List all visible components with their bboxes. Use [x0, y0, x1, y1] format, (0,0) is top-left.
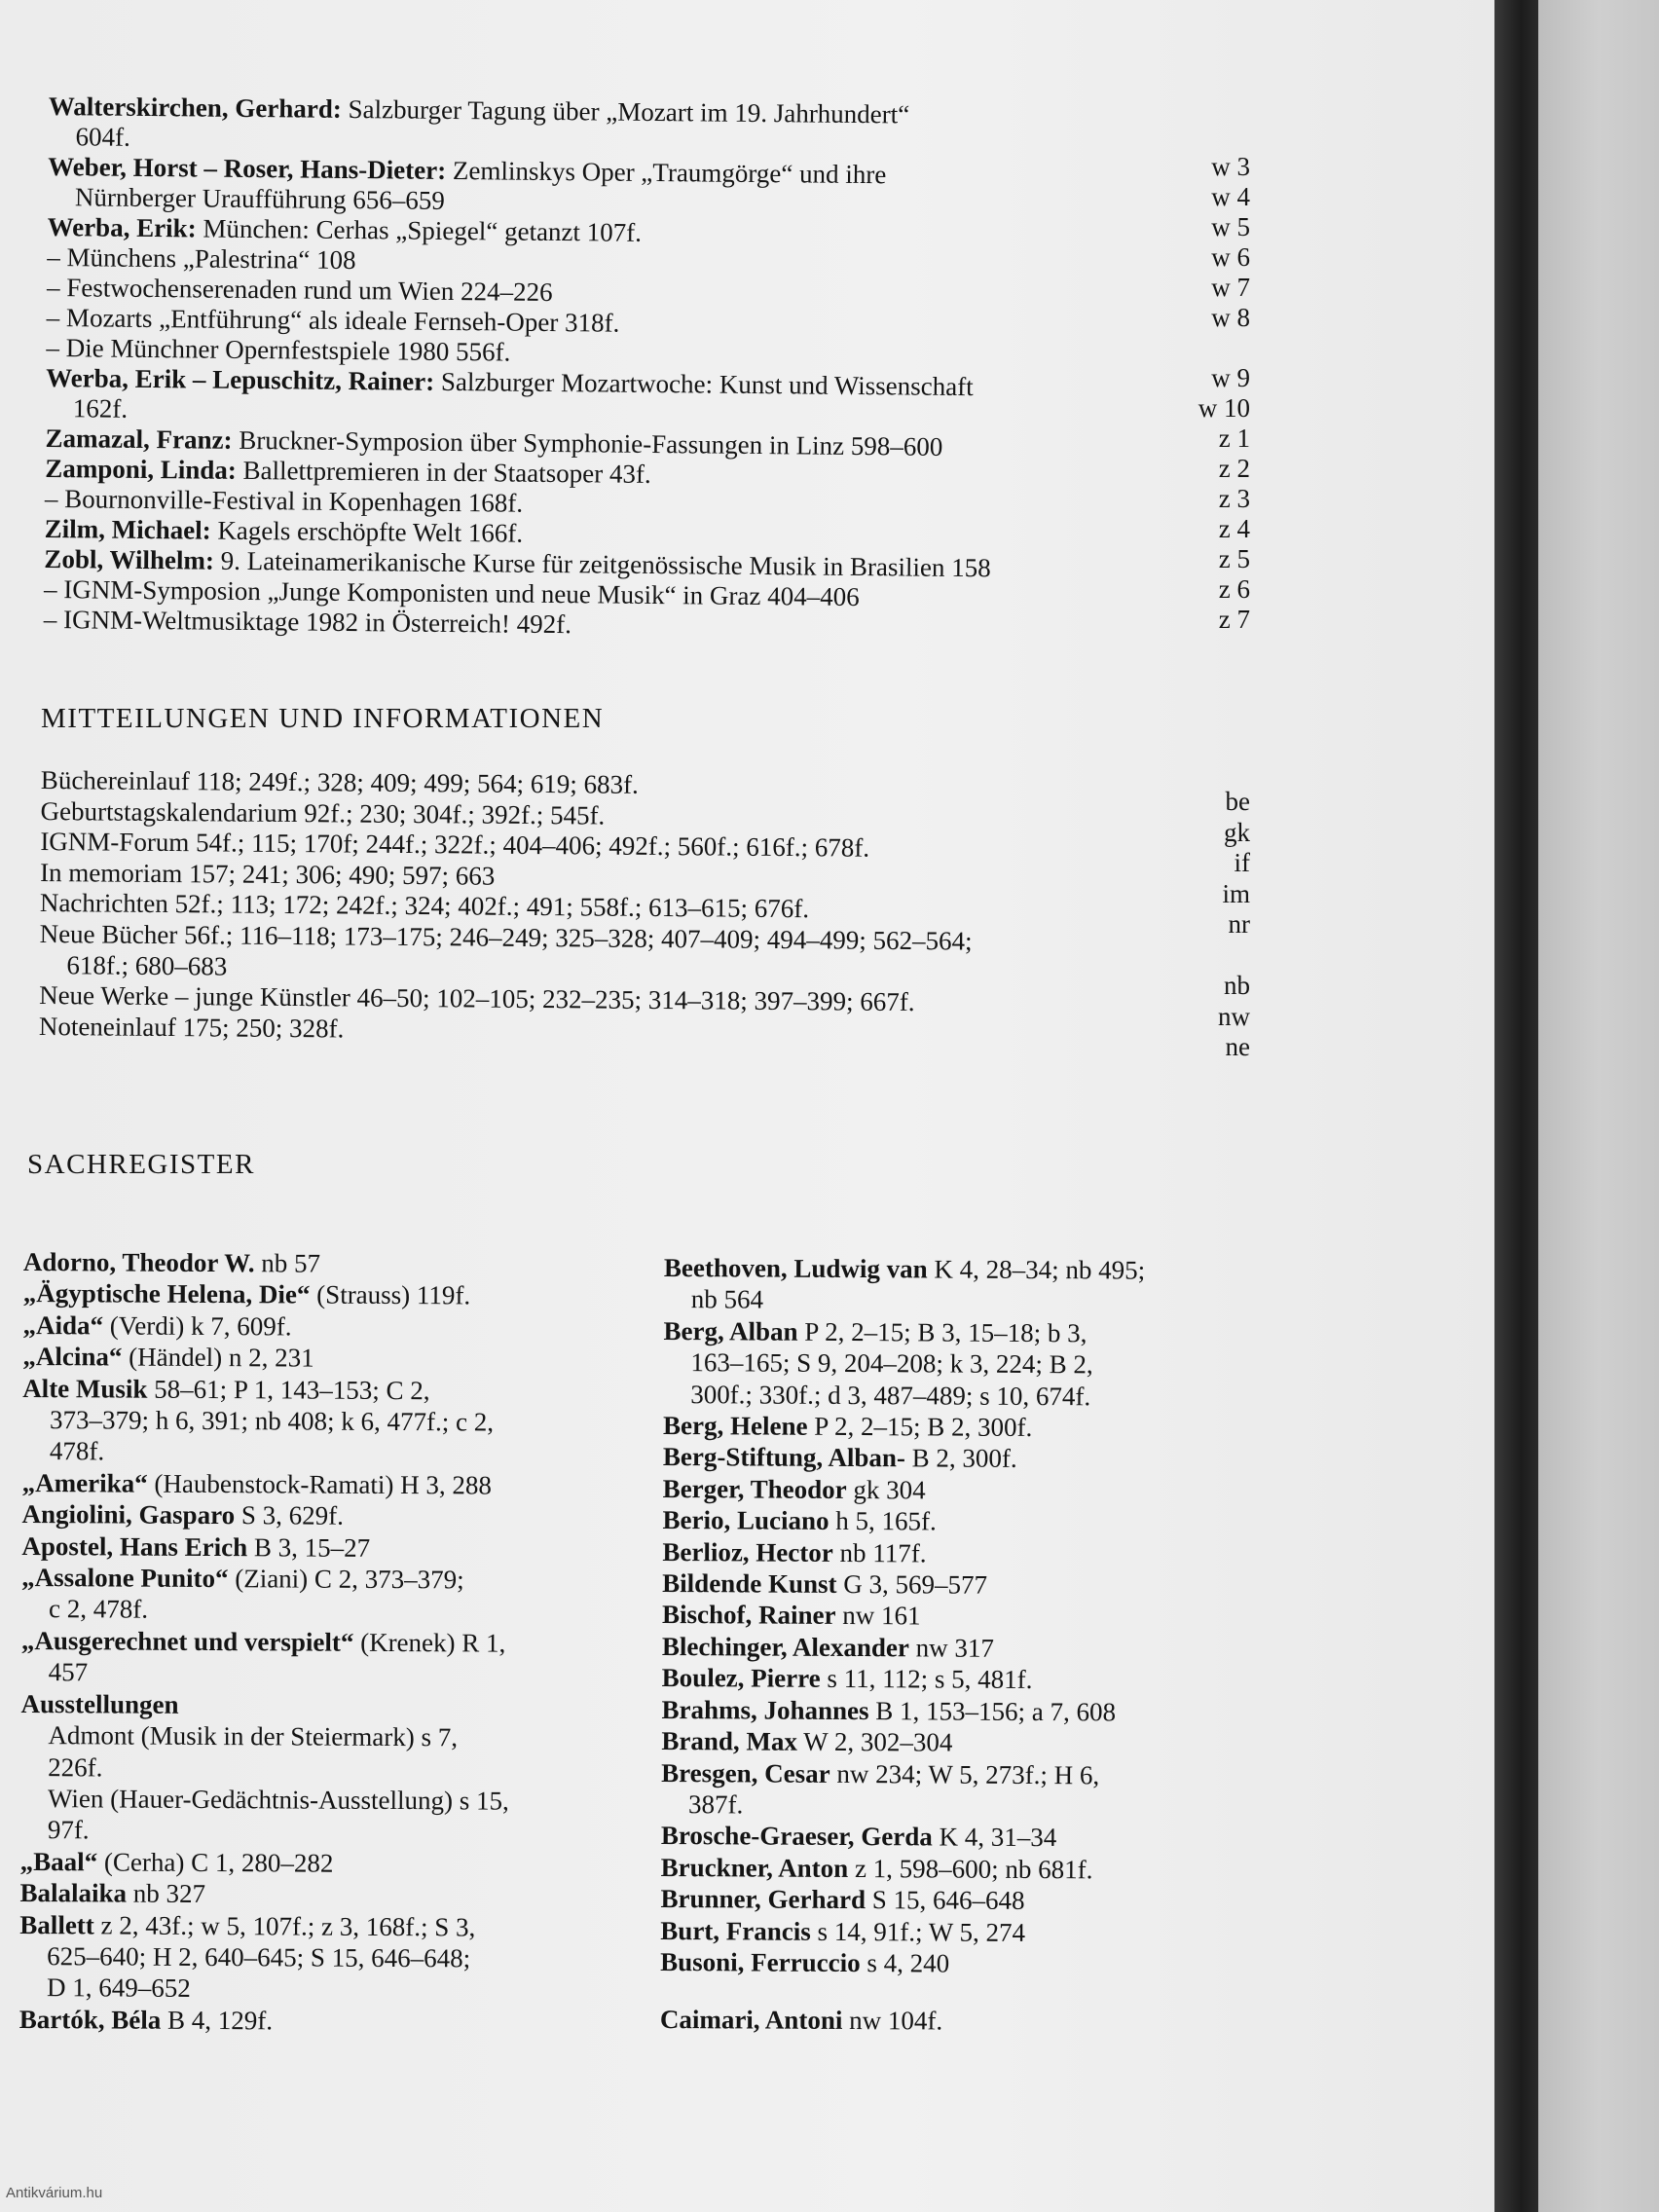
entry-continuation — [661, 1788, 1265, 1824]
entry-text: S 15, 646–648 — [865, 1885, 1025, 1916]
entry-continuation — [22, 1435, 645, 1470]
reference-code: w 6 — [1211, 242, 1250, 272]
index-entry — [20, 1846, 644, 1881]
entry-continuation — [21, 1593, 645, 1628]
entry-text: z 1, 598–600; nb 681f. — [848, 1853, 1093, 1885]
entry-text: B 1, 153–156; a 7, 608 — [868, 1695, 1117, 1727]
entry-text: s 4, 240 — [860, 1948, 950, 1978]
index-entry — [22, 1373, 645, 1408]
index-entry — [661, 1756, 1265, 1791]
index-entry — [660, 1883, 1264, 1918]
entry-text: nw 104f. — [842, 2006, 943, 2036]
entry-text: 58–61; P 1, 143–153; C 2, — [147, 1374, 430, 1405]
entry-text: Wien (Hauer-Gedächtnis-Ausstellung) s 15, — [47, 1784, 509, 1816]
entry-heading: Bruckner, Anton — [660, 1852, 849, 1883]
entry-text: – Münchens „Palestrina“ 108 — [47, 241, 356, 276]
index-entry — [663, 1473, 1267, 1508]
author-index-codes — [1168, 152, 1250, 635]
mitteilungen-codes — [1168, 787, 1250, 1063]
index-entry — [23, 1277, 646, 1312]
reference-code: w 10 — [1198, 393, 1250, 423]
entry-heading: Zamazal, Franz: — [45, 423, 233, 455]
entry-text: W 2, 302–304 — [796, 1726, 953, 1757]
entry-text: S 3, 629f. — [235, 1500, 344, 1530]
reference-code: z 7 — [1218, 605, 1250, 634]
book-spine — [1494, 0, 1538, 2212]
reference-code: if — [1234, 848, 1250, 878]
entry-continuation — [21, 1656, 645, 1691]
index-entry — [22, 1341, 645, 1376]
reference-code: w 9 — [1211, 363, 1250, 392]
entry-text: (Haubenstock-Ramati) H 3, 288 — [147, 1468, 492, 1500]
entry-text: 300f.; 330f.; d 3, 487–489; s 10, 674f. — [690, 1379, 1091, 1411]
entry-text: P 2, 2–15; B 3, 15–18; b 3, — [797, 1316, 1088, 1348]
reference-code: w 4 — [1211, 182, 1250, 211]
entry-text: Neue Werke – junge Künstler 46–50; 102–105; 232–235; 314–318; 397–399; 667f. — [39, 980, 915, 1017]
index-entry — [21, 1562, 645, 1597]
entry-text: gk 304 — [846, 1474, 926, 1505]
index-entry — [663, 1315, 1267, 1350]
entry-text: s 14, 91f.; W 5, 274 — [810, 1916, 1026, 1947]
reference-code: z 1 — [1218, 424, 1250, 453]
entry-heading: Berg, Helene — [662, 1411, 808, 1441]
watermark-text: Antikvárium.hu — [6, 2185, 103, 2201]
index-entry — [22, 1309, 645, 1345]
entry-text: 604f. — [75, 122, 130, 152]
entry-text: Salzburger Tagung über „Mozart im 19. Jahrhundert“ — [341, 93, 910, 129]
entry-heading: Apostel, Hans Erich — [21, 1530, 248, 1562]
entry-text: 162f. — [72, 393, 129, 424]
entry-text: nb 117f. — [832, 1537, 927, 1568]
entry-text: 226f. — [48, 1751, 103, 1782]
entry-text: (Strauss) 119f. — [310, 1279, 471, 1310]
entry-text: (Verdi) k 7, 609f. — [103, 1310, 292, 1342]
entry-text: (Ziani) C 2, 373–379; — [228, 1564, 464, 1595]
reference-code: ne — [1225, 1032, 1250, 1062]
reference-code: z 5 — [1218, 544, 1250, 573]
index-entry — [661, 1694, 1265, 1729]
entry-heading: Burt, Francis — [660, 1915, 811, 1946]
index-entry — [660, 2004, 1264, 2039]
entry-heading: Brunner, Gerhard — [660, 1884, 866, 1915]
entry-heading: Berio, Luciano — [662, 1505, 830, 1536]
entry-continuation — [20, 1751, 644, 1786]
entry-heading: Brand, Max — [661, 1726, 797, 1756]
entry-text: G 3, 569–577 — [836, 1568, 988, 1600]
entry-text: 625–640; H 2, 640–645; S 15, 646–648; — [47, 1941, 471, 1973]
entry-text: – Mozarts „Entführung“ als ideale Fernseh-Oper 318f. — [46, 302, 620, 338]
reference-code: im — [1222, 878, 1250, 908]
mitteilungen-list — [39, 765, 1161, 1051]
entry-text: 373–379; h 6, 391; nb 408; k 6, 477f.; c 2, — [49, 1405, 495, 1437]
entry-heading: Zilm, Michael: — [44, 513, 211, 545]
entry-continuation — [20, 1814, 644, 1849]
sub-entry — [20, 1719, 644, 1754]
entry-text: Noteneinlauf 175; 250; 328f. — [38, 1011, 345, 1044]
reference-code: w 5 — [1211, 212, 1250, 241]
entry-text: h 5, 165f. — [829, 1506, 937, 1536]
entry-text: 9. Lateinamerikanische Kurse für zeitgenössische Musik in Brasilien 158 — [213, 545, 991, 583]
entry-heading: Caimari, Antoni — [659, 2005, 843, 2036]
sachregister-right-column — [660, 1252, 1268, 2039]
entry-text: München: Cerhas „Spiegel“ getanzt 107f. — [196, 213, 643, 247]
entry-text: 478f. — [49, 1436, 105, 1466]
entry-text: Nachrichten 52f.; 113; 172; 242f.; 324; 402f.; 491; 558f.; 613–615; 676f. — [39, 888, 810, 924]
index-entry — [664, 1252, 1268, 1287]
entry-heading: Boulez, Pierre — [661, 1663, 821, 1694]
entry-text: z 2, 43f.; w 5, 107f.; z 3, 168f.; S 3, — [93, 1909, 476, 1941]
reference-code: be — [1225, 787, 1250, 816]
index-entry — [21, 1530, 645, 1566]
entry-text: Büchereinlauf 118; 249f.; 328; 409; 499; 564; 619; 683f. — [40, 765, 639, 799]
entry-text: Kagels erschöpfte Welt 166f. — [210, 515, 524, 548]
entry-heading: Bischof, Rainer — [661, 1600, 836, 1631]
entry-text: nw 317 — [908, 1633, 994, 1663]
entry-text: – IGNM-Weltmusiktage 1982 in Österreich! 492f. — [43, 604, 572, 640]
index-entry — [663, 1441, 1267, 1476]
entry-text: Geburtstagskalendarium 92f.; 230; 304f.; 392f.; 545f. — [40, 795, 606, 830]
entry-text: – IGNM-Symposion „Junge Komponisten und neue Musik“ in Graz 404–406 — [43, 573, 860, 612]
entry-heading: Alte Musik — [22, 1373, 148, 1404]
entry-text: IGNM-Forum 54f.; 115; 170f; 244f.; 322f.; 404–406; 492f.; 560f.; 616f.; 678f. — [40, 827, 870, 863]
entry-text: P 2, 2–15; B 2, 300f. — [807, 1411, 1033, 1443]
index-entry — [661, 1852, 1265, 1887]
entry-text: – Die Münchner Opernfestspiele 1980 556f. — [46, 332, 511, 367]
entry-text: – Festwochenserenaden rund um Wien 224–226 — [46, 272, 553, 307]
entry-text: s 11, 112; s 5, 481f. — [820, 1664, 1033, 1695]
entry-heading: Berg-Stiftung, Alban- — [662, 1442, 906, 1473]
entry-text: (Händel) n 2, 231 — [122, 1342, 314, 1373]
entry-text: (Cerha) C 1, 280–282 — [97, 1847, 334, 1878]
entry-heading: Bildende Kunst — [662, 1568, 837, 1599]
index-entry — [19, 1909, 643, 1944]
index-entry — [660, 1946, 1264, 1981]
entry-continuation — [663, 1346, 1267, 1382]
entry-heading: Brahms, Johannes — [661, 1694, 869, 1725]
entry-heading: „Ausgerechnet und verspielt“ — [20, 1625, 354, 1657]
entry-heading: Zamponi, Linda: — [45, 453, 237, 485]
entry-heading: Balalaika — [19, 1878, 128, 1908]
entry-heading: Adorno, Theodor W. — [22, 1247, 255, 1278]
index-entry — [21, 1498, 645, 1533]
entry-text: B 4, 129f. — [161, 2005, 274, 2036]
entry-continuation — [19, 1972, 643, 2007]
entry-heading: „Assalone Punito“ — [21, 1563, 229, 1594]
entry-continuation — [19, 1940, 643, 1975]
entry-text: Ballettpremieren in der Staatsoper 43f. — [236, 455, 651, 489]
entry-heading: Werba, Erik: — [47, 211, 197, 243]
reference-code: nw — [1218, 1001, 1250, 1031]
index-entry — [20, 1688, 644, 1723]
entry-text: nb 564 — [690, 1284, 764, 1314]
entry-text: (Krenek) R 1, — [353, 1627, 506, 1658]
entry-text: Salzburger Mozartwoche: Kunst und Wissenschaft — [434, 366, 974, 402]
entry-text: nw 161 — [835, 1601, 921, 1631]
reference-code: z 3 — [1218, 484, 1250, 513]
entry-text: Bruckner-Symposion über Symphonie-Fassungen in Linz 598–600 — [232, 424, 943, 461]
entry-text: D 1, 649–652 — [46, 1972, 191, 2004]
entry-text: B 3, 15–27 — [247, 1531, 371, 1563]
entry-text: nw 234; W 5, 273f.; H 6, — [830, 1758, 1100, 1789]
index-entry — [23, 1246, 646, 1281]
entry-text: Admont (Musik in der Steiermark) s 7, — [48, 1720, 459, 1752]
entry-heading: Ausstellungen — [20, 1688, 179, 1719]
entry-heading: „Amerika“ — [21, 1467, 148, 1498]
entry-continuation — [663, 1379, 1267, 1414]
author-index-list — [44, 92, 1168, 645]
entry-text: In memoriam 157; 241; 306; 490; 597; 663 — [40, 857, 496, 891]
index-entry — [662, 1631, 1266, 1666]
entry-text: 97f. — [47, 1815, 90, 1845]
index-entry — [19, 2004, 643, 2039]
reference-code: gk — [1224, 817, 1250, 847]
entry-text: K 4, 31–34 — [932, 1822, 1057, 1853]
entry-heading: Weber, Horst – Roser, Hans-Dieter: — [48, 151, 447, 185]
entry-heading: Berger, Theodor — [662, 1473, 847, 1504]
index-entry — [660, 1915, 1264, 1950]
reference-code: nb — [1224, 970, 1250, 1000]
entry-text: c 2, 478f. — [48, 1594, 149, 1625]
entry-text: Neue Bücher 56f.; 116–118; 173–175; 246–249; 325–328; 407–409; 494–499; 562–564; — [39, 918, 973, 956]
entry-heading: „Ägyptische Helena, Die“ — [22, 1278, 311, 1309]
reference-code: nr — [1228, 909, 1250, 940]
entry-heading: „Aida“ — [22, 1309, 104, 1341]
sachregister-heading: SACHREGISTER — [27, 1149, 255, 1180]
entry-heading: Brosche-Graeser, Gerda — [660, 1821, 933, 1852]
reference-code: z 2 — [1218, 454, 1250, 483]
mitteilungen-heading: MITTEILUNGEN UND INFORMATIONEN — [41, 703, 605, 734]
entry-heading: Angiolini, Gasparo — [21, 1499, 236, 1530]
entry-text: 387f. — [687, 1789, 744, 1820]
entry-text: 618f.; 680–683 — [66, 949, 228, 981]
entry-text: nb 327 — [126, 1878, 206, 1909]
entry-text: Nürnberger Uraufführung 656–659 — [74, 182, 446, 215]
entry-text: nb 57 — [254, 1248, 321, 1278]
entry-heading: „Baal“ — [19, 1846, 98, 1877]
sachregister-left-column — [19, 1246, 646, 2038]
index-entry — [662, 1504, 1266, 1539]
entry-text: 457 — [48, 1657, 89, 1687]
reference-code: z 4 — [1218, 514, 1250, 543]
entry-continuation — [664, 1283, 1268, 1318]
entry-heading: Beethoven, Ludwig van — [663, 1253, 928, 1284]
book-cover-edge — [1538, 0, 1659, 2212]
entry-heading: Zobl, Wilhelm: — [44, 543, 215, 575]
index-entry — [662, 1567, 1266, 1603]
reference-code: w 8 — [1211, 303, 1250, 332]
spacer — [660, 1977, 1264, 2007]
index-entry — [662, 1599, 1266, 1634]
entry-text: – Bournonville-Festival in Kopenhagen 168f. — [44, 483, 524, 518]
reference-code: w 3 — [1211, 152, 1250, 181]
entry-heading: „Alcina“ — [22, 1342, 123, 1372]
index-entry — [22, 1467, 645, 1502]
entry-text: K 4, 28–34; nb 495; — [927, 1254, 1146, 1285]
entry-text: Zemlinskys Oper „Traumgörge“ und ihre — [446, 155, 887, 190]
sub-entry — [20, 1783, 644, 1818]
entry-heading: Bartók, Béla — [18, 2004, 162, 2035]
reference-code: z 6 — [1218, 574, 1250, 604]
entry-heading: Berlioz, Hector — [662, 1536, 833, 1567]
reference-code: w 7 — [1211, 273, 1250, 302]
entry-heading: Blechinger, Alexander — [661, 1631, 909, 1663]
entry-heading: Bresgen, Cesar — [661, 1757, 830, 1788]
index-entry — [661, 1725, 1265, 1760]
entry-continuation — [22, 1404, 645, 1439]
index-entry — [663, 1410, 1267, 1445]
index-entry — [661, 1820, 1265, 1855]
index-entry — [19, 1877, 643, 1912]
index-entry — [662, 1536, 1266, 1571]
entry-heading: Berg, Alban — [663, 1315, 798, 1346]
entry-heading: Ballett — [19, 1909, 94, 1939]
entry-heading: Busoni, Ferruccio — [660, 1946, 861, 1978]
entry-text: B 2, 300f. — [904, 1443, 1017, 1474]
entry-heading: Werba, Erik – Lepuschitz, Rainer: — [46, 362, 435, 396]
entry-text: 163–165; S 9, 204–208; k 3, 224; B 2, — [690, 1347, 1093, 1380]
index-entry — [662, 1662, 1266, 1697]
entry-heading: Walterskirchen, Gerhard: — [48, 92, 342, 124]
index-entry — [21, 1625, 645, 1660]
